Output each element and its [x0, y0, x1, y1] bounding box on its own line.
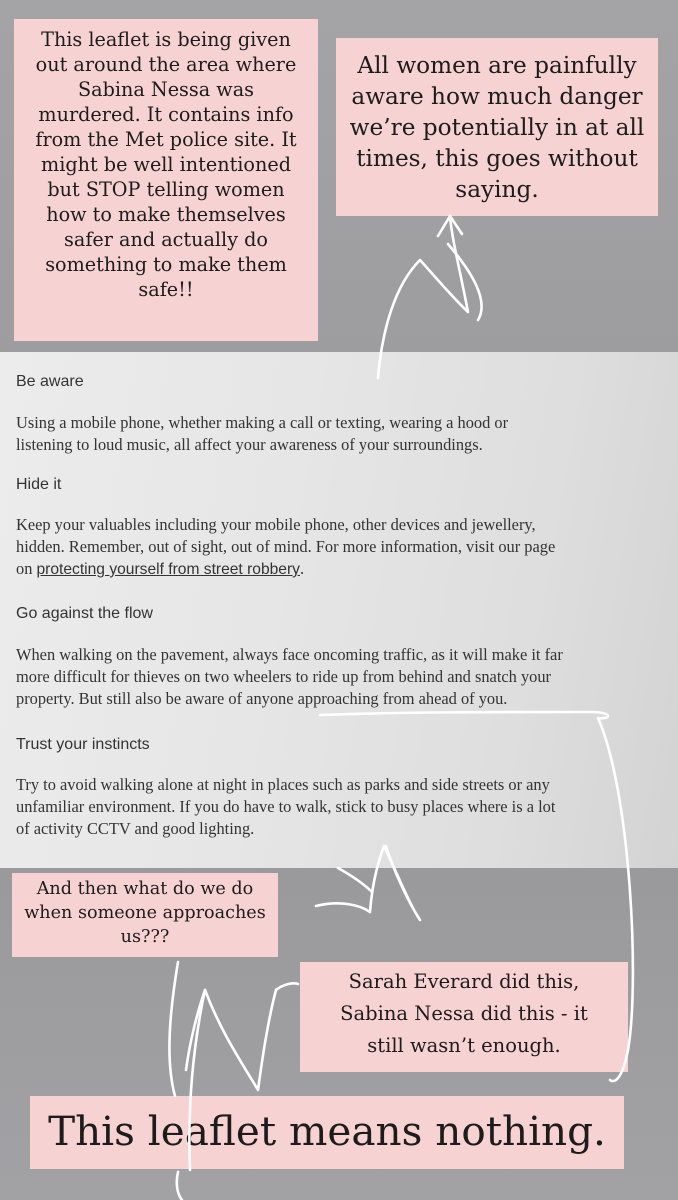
caption-line: safe!!: [138, 278, 194, 301]
paragraph-trust-your-instincts: [16, 774, 666, 840]
text-line: more difficult for thieves on two wheelers to ride up from behind and snatch your: [16, 667, 551, 686]
text-suffix: .: [299, 559, 305, 578]
text-line: property. But still also be aware of anyone approaching from ahead of you.: [16, 689, 508, 708]
caption-line: Sabina Nessa did this - it: [340, 1002, 588, 1025]
caption-line: when someone approaches: [24, 903, 266, 923]
caption-line: out around the area where: [35, 53, 297, 76]
caption-line: something to make them: [45, 253, 287, 276]
heading-be-aware: Be aware: [16, 373, 84, 390]
text-line: Using a mobile phone, whether making a call or texting, wearing a hood or: [16, 413, 509, 432]
paragraph-hide-it: [16, 514, 666, 581]
text-line: of activity CCTV and good lighting.: [16, 819, 255, 838]
paragraph-go-against-the-flow: [16, 644, 666, 710]
text-line: When walking on the pavement, always face oncoming traffic, as it will make it far: [16, 645, 563, 664]
paragraph-be-aware: [16, 412, 666, 456]
caption-line: murdered. It contains info: [38, 103, 294, 126]
text-line: listening to loud music, all affect your awareness of your surroundings.: [16, 435, 483, 454]
text-prefix: on: [16, 559, 37, 578]
caption-not-enough: [300, 962, 628, 1072]
caption-line: but STOP telling women: [47, 178, 285, 201]
caption-line: how to make themselves: [46, 203, 286, 226]
caption-line: might be well intentioned: [41, 153, 291, 176]
caption-banner: This leaflet means nothing.: [30, 1096, 624, 1169]
text-line: Keep your valuables including your mobile phone, other devices and jewellery,: [16, 515, 536, 534]
caption-line: Sabina Nessa was: [78, 78, 254, 101]
caption-women-aware: [336, 38, 658, 216]
caption-someone-approaches: [12, 873, 278, 957]
caption-line: we’re potentially in at all: [349, 114, 645, 141]
caption-line: us???: [120, 927, 170, 947]
caption-line: still wasn’t enough.: [367, 1034, 561, 1057]
street-robbery-link[interactable]: protecting yourself from street robbery: [36, 561, 300, 578]
caption-line: safer and actually do: [64, 228, 268, 251]
caption-line: times, this goes without: [356, 145, 638, 172]
caption-line: from the Met police site. It: [35, 128, 297, 151]
text-line: unfamiliar environment. If you do have to walk, stick to busy places where is a lot: [16, 797, 556, 816]
leaflet-photo: [0, 352, 678, 868]
caption-line: aware how much danger: [351, 83, 643, 110]
text-line: Try to avoid walking alone at night in places such as parks and side streets or any: [16, 775, 550, 794]
text-line: hidden. Remember, out of sight, out of mind. For more information, visit our page: [16, 537, 556, 556]
caption-leaflet-context: [14, 19, 318, 341]
text-line: [16, 558, 666, 581]
heading-hide-it: Hide it: [16, 476, 62, 493]
heading-go-against-the-flow: Go against the flow: [16, 605, 153, 622]
heading-trust-your-instincts: Trust your instincts: [16, 736, 150, 753]
caption-line: And then what do we do: [36, 879, 254, 899]
caption-line: This leaflet is being given: [41, 28, 291, 51]
caption-line: saying.: [455, 176, 539, 203]
caption-line: Sarah Everard did this,: [348, 970, 580, 993]
caption-line: All women are painfully: [357, 52, 637, 79]
